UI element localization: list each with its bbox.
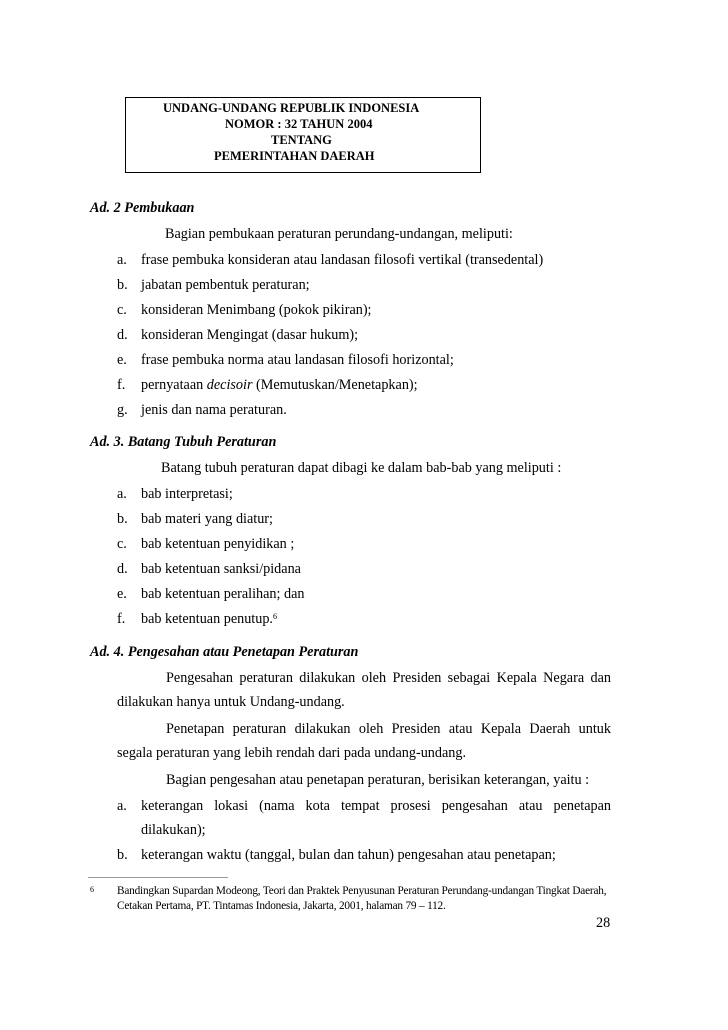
ad2-intro: Bagian pembukaan peraturan perundang-undangan, meliputi:	[165, 226, 513, 242]
ad2-item-text: frase pembuka konsideran atau landasan filosofi vertikal (transedental)	[141, 252, 544, 268]
ad3-item-label: c.	[117, 536, 127, 552]
ad2-item-label: g.	[117, 402, 128, 418]
ad2-item-label: b.	[117, 277, 128, 293]
ad2-item-text: pernyataan decisoir (Memutuskan/Menetapkan);	[141, 377, 418, 393]
title-line-1: UNDANG-UNDANG REPUBLIK INDONESIA	[163, 101, 420, 115]
title-line-4: PEMERINTAHAN DAERAH	[214, 149, 375, 163]
ad4-p2-line1: Penetapan peraturan dilakukan oleh Presiden atau Kepala Daerah untuk	[166, 721, 611, 737]
ad2-item-text: frase pembuka norma atau landasan filosofi horizontal;	[141, 352, 454, 368]
footnote-line-2: Cetakan Pertama, PT. Tintamas Indonesia, Jakarta, 2001, halaman 79 – 112.	[117, 900, 446, 912]
ad3-item-text: bab ketentuan penyidikan ;	[141, 536, 295, 552]
footnote-divider	[88, 877, 228, 878]
ad3-item-text: bab ketentuan peralihan; dan	[141, 586, 305, 602]
ad3-heading: Ad. 3. Batang Tubuh Peraturan	[90, 434, 277, 450]
ad2-item-text: konsideran Mengingat (dasar hukum);	[141, 327, 359, 343]
ad3-item-label: e.	[117, 586, 127, 602]
ad4-item-text-cont: dilakukan);	[141, 822, 206, 838]
ad4-item-label: a.	[117, 798, 127, 814]
ad2-item-text: jabatan pembentuk peraturan;	[141, 277, 310, 293]
ad4-p3: Bagian pengesahan atau penetapan peraturan, berisikan keterangan, yaitu :	[166, 772, 590, 788]
ad4-p1-line1: Pengesahan peraturan dilakukan oleh Presiden sebagai Kepala Negara dan	[166, 670, 611, 686]
ad4-item-text: keterangan waktu (tanggal, bulan dan tahun) pengesahan atau penetapan;	[141, 847, 556, 863]
ad3-intro: Batang tubuh peraturan dapat dibagi ke dalam bab-bab yang meliputi :	[161, 460, 562, 476]
ad2-item-label: c.	[117, 302, 127, 318]
footnote-number: 6	[90, 885, 94, 894]
page-number: 28	[596, 915, 611, 931]
ad2-item-text: jenis dan nama peraturan.	[141, 402, 287, 418]
footnote-ref: 6	[272, 612, 277, 621]
ad3-item-text: bab ketentuan sanksi/pidana	[141, 561, 301, 577]
ad4-item-text: keterangan lokasi (nama kota tempat prosesi pengesahan atau penetapan	[141, 798, 611, 814]
ad3-item-text: bab materi yang diatur;	[141, 511, 273, 527]
ad2-item-label: d.	[117, 327, 128, 343]
ad2-item-label: e.	[117, 352, 127, 368]
title-line-3: TENTANG	[271, 133, 332, 147]
ad4-heading: Ad. 4. Pengesahan atau Penetapan Peraturan	[90, 644, 359, 660]
ad3-item-label: f.	[117, 611, 126, 627]
ad3-item-text: bab ketentuan penutup.$^6$	[141, 611, 277, 627]
ad4-item-label: b.	[117, 847, 128, 863]
ad4-p1-line2: dilakukan hanya untuk Undang-undang.	[117, 694, 345, 710]
ad4-p2-line2: segala peraturan yang lebih rendah dari pada undang-undang.	[117, 745, 467, 761]
ad2-item-text: konsideran Menimbang (pokok pikiran);	[141, 302, 372, 318]
footnote-line-1: Bandingkan Supardan Modeong, Teori dan Praktek Penyusunan Peraturan Perundang-undangan Tingkat Daerah,	[117, 885, 607, 897]
ad3-item-text: bab interpretasi;	[141, 486, 233, 502]
ad2-item-label: f.	[117, 377, 126, 393]
ad2-heading: Ad. 2 Pembukaan	[90, 200, 195, 216]
title-line-2: NOMOR : 32 TAHUN 2004	[225, 117, 373, 131]
ad2-item-label: a.	[117, 252, 127, 268]
ad3-item-label: d.	[117, 561, 128, 577]
ad3-item-label: a.	[117, 486, 127, 502]
decisoir-term: decisoir	[206, 377, 253, 393]
ad3-item-label: b.	[117, 511, 128, 527]
